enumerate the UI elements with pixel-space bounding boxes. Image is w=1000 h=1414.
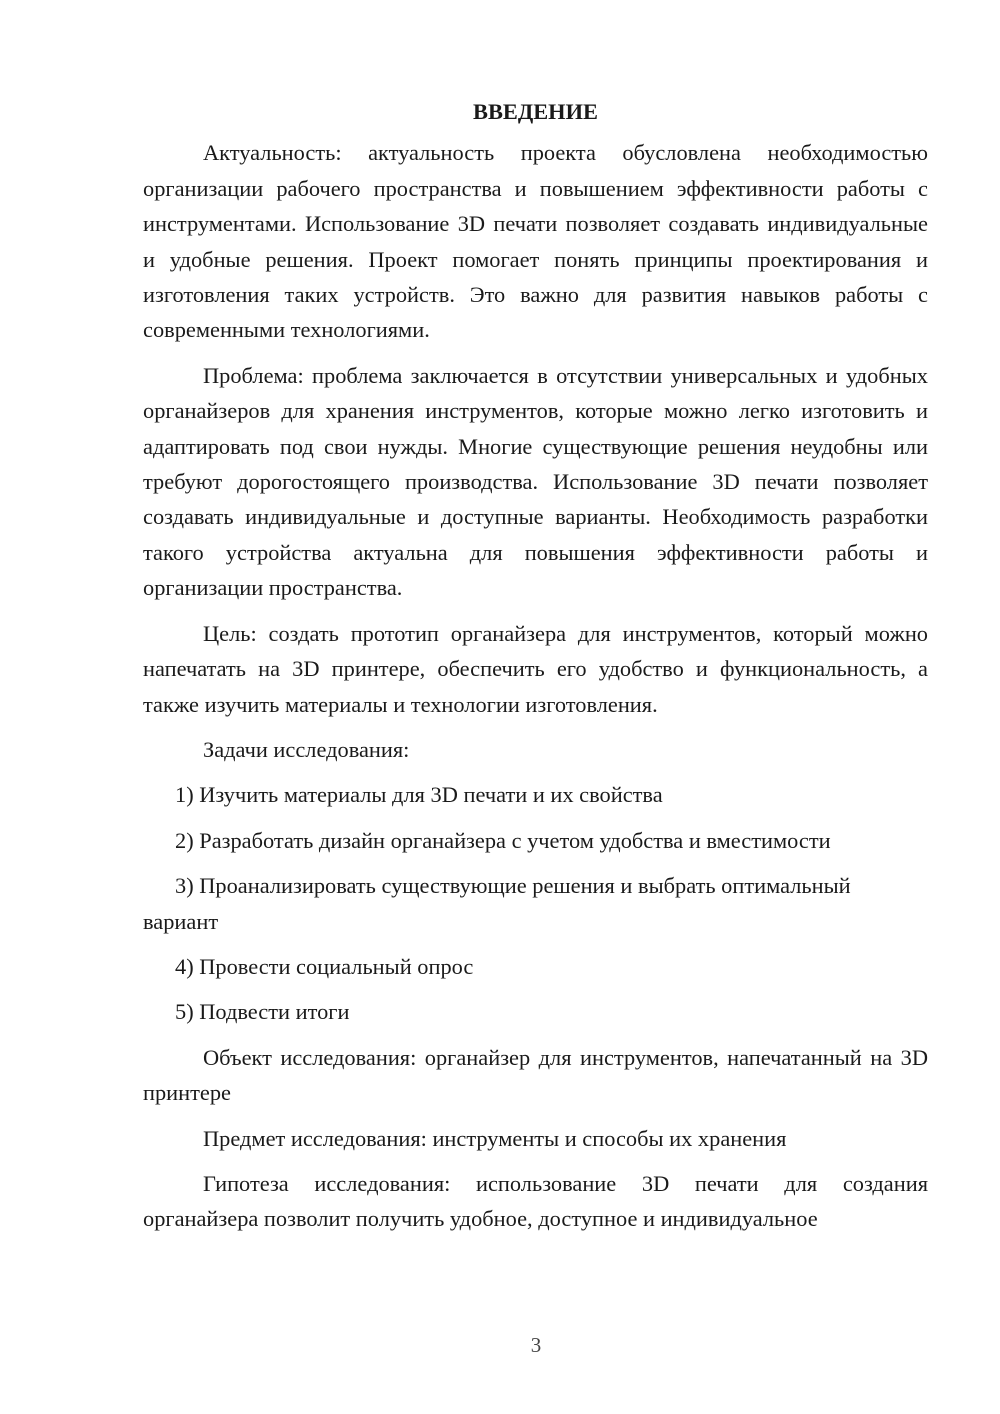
- relevance-paragraph: Актуальность: актуальность проекта обусловлена необходимостью организации рабочего пространства и повышением эффективности работы с инструментами. Использование 3D печати позволяет создавать индивидуальные и удобные решения. Проект помогает понять принципы проектирования и изготовления таких устройств. Это важно для развития навыков работы с современными технологиями.: [143, 140, 928, 343]
- task-item-5: 5) Подвести итоги: [175, 999, 350, 1025]
- subject-paragraph: Предмет исследования: инструменты и способы их хранения: [203, 1125, 787, 1151]
- task-item-3: 3) Проанализировать существующие решения и выбрать оптимальный вариант: [143, 873, 851, 934]
- hypothesis-paragraph: Гипотеза исследования: использование 3D печати для создания органайзера позволит получить удобное, доступное и индивидуальное: [143, 1170, 928, 1232]
- task-item-4: 4) Провести социальный опрос: [175, 953, 474, 979]
- task-item-2: 2) Разработать дизайн органайзера с учетом удобства и вместимости: [175, 827, 831, 853]
- tasks-list: [143, 777, 928, 1029]
- object-paragraph: Объект исследования: органайзер для инструментов, напечатанный на 3D принтере: [143, 1044, 928, 1106]
- tasks-title: Задачи исследования:: [203, 736, 410, 762]
- page-content: [143, 94, 928, 1247]
- goal-paragraph: Цель: создать прототип органайзера для инструментов, который можно напечатать на 3D принтере, обеспечить его удобство и функциональность, а также изучить материалы и технологии изготовления.: [143, 620, 928, 717]
- problem-paragraph: Проблема: проблема заключается в отсутствии универсальных и удобных органайзеров для хранения инструментов, которые можно легко изготовить и адаптировать под свои нужды. Многие существующие решения неудобны или требуют дорогостоящего производства. Использование 3D печати позволяет создавать индивидуальные и доступные варианты. Необходимость разработки такого устройства актуальна для повышения эффективности работы и организации пространства.: [143, 362, 928, 601]
- section-heading: ВВЕДЕНИЕ: [473, 99, 598, 124]
- task-item-1: 1) Изучить материалы для 3D печати и их свойства: [175, 782, 663, 808]
- page-number: 3: [530, 1333, 542, 1357]
